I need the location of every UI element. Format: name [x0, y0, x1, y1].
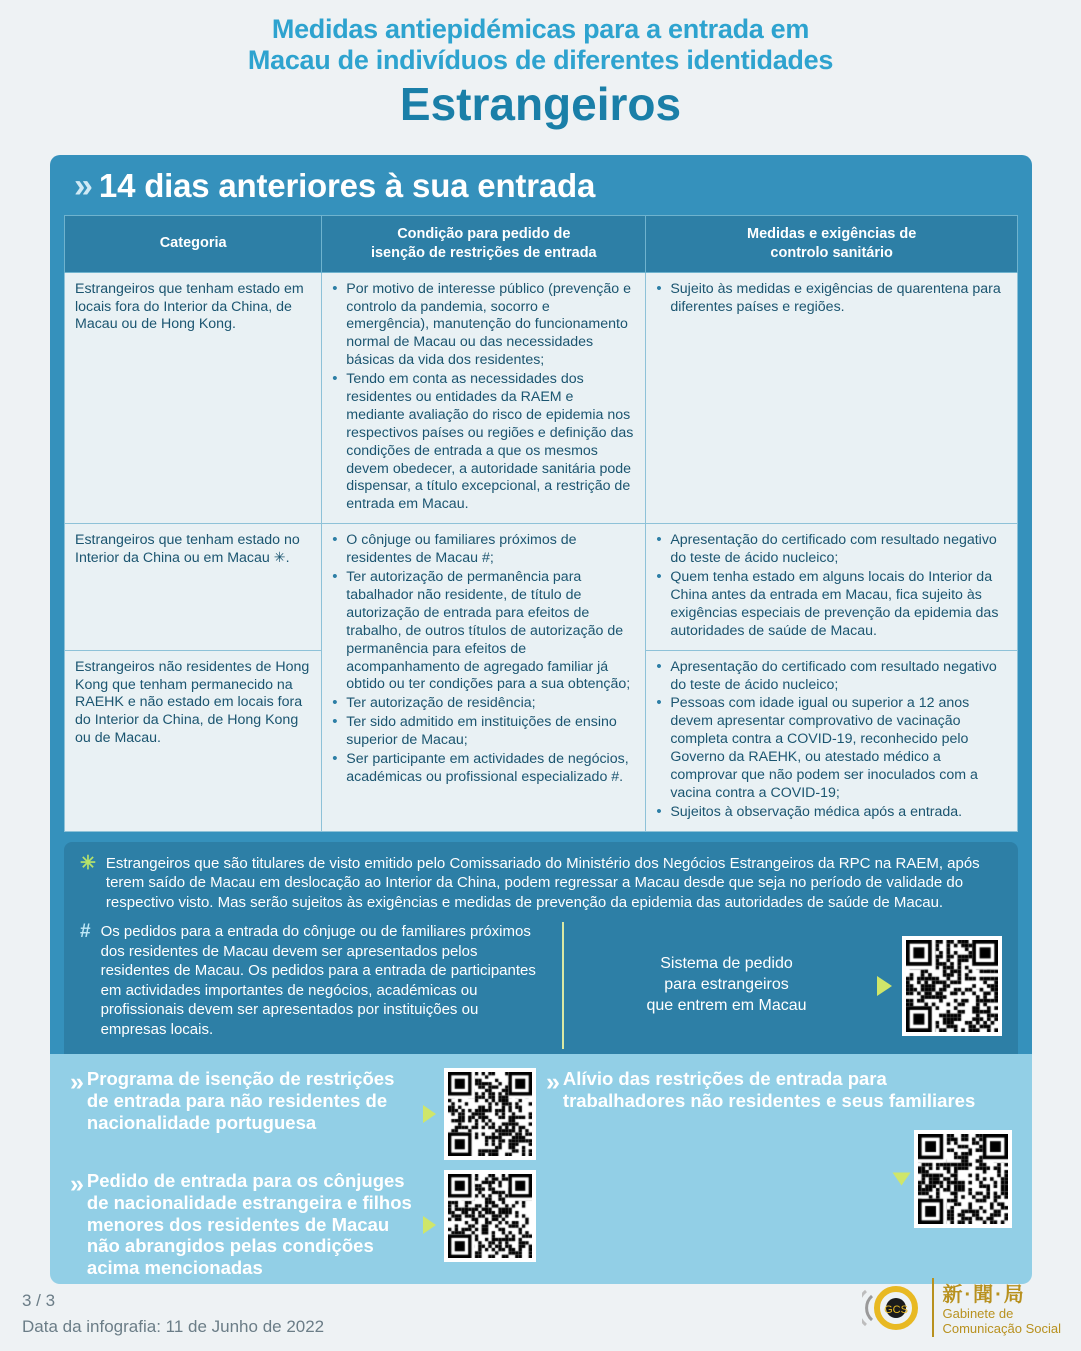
- qr-caption: Sistema de pedido para estrangeiros que entrem em Macau: [646, 955, 807, 1015]
- header-subtitle-line1: Medidas antiepidémicas para a entrada em: [271, 14, 810, 44]
- list-item: • Quem tenha estado em alguns locais do Interior da China antes da entrada em Macau, fica sujeito às exigências especiais de prevenção da epidemia das autoridades de saúde de Macau.: [656, 569, 1007, 641]
- list-item: • Por motivo de interesse público (prevenção e controlo da pandemia, socorro e emergência), manutenção do funcionamento normal de Macau ou das necessidades básicas da vida dos residentes;: [332, 281, 635, 370]
- footer: [22, 1288, 324, 1339]
- list-item: • Sujeito às medidas e exigências de quarentena para diferentes países e regiões.: [656, 281, 1007, 317]
- cell-conditions-2: [322, 524, 646, 831]
- page-header: [0, 0, 1081, 129]
- qr-code-spouse-minor-children[interactable]: [444, 1170, 536, 1262]
- cell-measures-3: [646, 650, 1018, 831]
- note-hash: [80, 922, 548, 1039]
- qr-application-system[interactable]: [562, 922, 1002, 1049]
- gcs-logo: [862, 1278, 1061, 1337]
- cell-measures-1: [646, 272, 1018, 524]
- table-header-row: [65, 216, 1018, 273]
- page-number: 3 / 3: [22, 1291, 56, 1310]
- notes-block: [64, 842, 1018, 1064]
- arrow-down-icon: [893, 1172, 911, 1185]
- list-item: • Apresentação do certificado com resultado negativo do teste de ácido nucleico;: [656, 532, 1007, 568]
- svg-text:GCS: GCS: [884, 1303, 909, 1316]
- list-item: • O cônjuge ou familiares próximos de residentes de Macau #;: [332, 532, 635, 568]
- double-chevron-right-icon: »: [70, 1068, 79, 1096]
- logo-chinese-name: 新·聞·局: [942, 1284, 1026, 1307]
- list-item: • Ser participante em actividades de negócios, académicas ou profissional especializado #.: [332, 751, 635, 787]
- logo-subtitle-1: Gabinete de: [942, 1306, 1014, 1322]
- qr-code-foreigners-system[interactable]: [902, 936, 1002, 1036]
- table-row: [65, 272, 1018, 524]
- link-nonresident-workers[interactable]: [546, 1068, 1012, 1112]
- column-header-category: Categoria: [65, 216, 322, 273]
- link-label: Alívio das restrições de entrada para trabalhadores não residentes e seus familiares: [562, 1068, 976, 1111]
- link-portuguese-exemption[interactable]: [70, 1068, 536, 1160]
- note-star: [80, 854, 1002, 913]
- panel-title-row: [64, 167, 1018, 215]
- gcs-mark-icon: [862, 1279, 924, 1337]
- arrow-right-icon: [423, 1105, 436, 1123]
- note-hash-row: [80, 922, 1002, 1049]
- cell-conditions-1: [322, 272, 646, 524]
- hash-icon: #: [80, 921, 91, 943]
- header-subtitle-line2: Macau de indivíduos de diferentes identidades: [247, 45, 834, 76]
- cell-category-3: Estrangeiros não residentes de Hong Kong que tenham permanecido na RAEHK e não estado em locais fora do Interior da China, de Hong Kong ou de Macau.: [65, 650, 322, 831]
- qr-code-nonresident-workers[interactable]: [914, 1130, 1012, 1228]
- asterisk-icon: ✳: [80, 852, 96, 874]
- infographic-date: Data da infografia: 11 de Junho de 2022: [22, 1316, 325, 1336]
- note-hash-text: Os pedidos para a entrada do cônjuge ou de familiares próximos dos residentes de Macau devem ser apresentados pelos residentes de Macau. Os pedidos para a entrada de participantes em actividades importantes de negócios, académicas ou profissionais devem ser apresentados por instituições ou empresas locais.: [100, 923, 536, 1038]
- double-chevron-right-icon: »: [546, 1068, 555, 1096]
- cell-category-2: Estrangeiros que tenham estado no Interior da China ou em Macau ✳.: [65, 524, 322, 650]
- bottom-right-column: [546, 1068, 1012, 1270]
- panel-heading: 14 dias anteriores à sua entrada: [98, 167, 596, 204]
- bottom-links-panel: [50, 1054, 1032, 1284]
- measures-table: [64, 215, 1018, 832]
- double-chevron-right-icon: »: [70, 1170, 79, 1198]
- note-star-text: Estrangeiros que são titulares de visto emitido pelo Comissariado do Ministério dos Negócios Estrangeiros da RPC na RAEM, após terem saído de Macau em deslocação ao Interior da China, podem regressar a Macau desde que seja no período de validade do respectivo visto. Mas serão sujeitos às exigências e medidas de prevenção da epidemia das autoridades de saúde de Macau.: [105, 854, 980, 911]
- list-item: • Pessoas com idade igual ou superior a 12 anos devem apresentar comprovativo de vacinação completa contra a COVID-19, reconhecido pelo Governo da RAEHK, ou atestado médico a comprovar que não podem ser inoculados com a vacina contra a COVID-19;: [656, 695, 1007, 802]
- link-label: Pedido de entrada para os cônjuges de nacionalidade estrangeira e filhos menores dos residentes de Macau não abrangidos pelas condições acima mencionadas: [86, 1170, 412, 1279]
- link-label: Programa de isenção de restrições de entrada para não residentes de nacionalidade portuguesa: [86, 1068, 395, 1133]
- arrow-right-icon: [877, 976, 892, 996]
- double-chevron-right-icon: »: [74, 167, 87, 205]
- list-item: • Ter sido admitido em instituições de ensino superior de Macau;: [332, 714, 635, 750]
- page-title: Estrangeiros: [399, 77, 682, 130]
- list-item: • Sujeitos à observação médica após a entrada.: [656, 804, 1007, 822]
- bottom-left-column: [70, 1068, 536, 1279]
- main-panel: [50, 155, 1032, 1073]
- qr-code-portuguese-exemption[interactable]: [444, 1068, 536, 1160]
- link-spouse-minor-children[interactable]: [70, 1170, 536, 1279]
- logo-subtitle-2: Comunicação Social: [942, 1321, 1061, 1337]
- list-item: • Ter autorização de residência;: [332, 695, 635, 713]
- column-header-conditions: Condição para pedido de isenção de restrições de entrada: [322, 216, 646, 273]
- list-item: • Tendo em conta as necessidades dos residentes ou entidades da RAEM e mediante avaliação do risco de epidemia nos respectivos países ou regiões e definição das condições de entrada a que os mesmos devem obedecer, a autoridade sanitária pode dispensar, a título excepcional, a restrição de entrada em Macau.: [332, 371, 635, 514]
- arrow-right-icon: [423, 1216, 436, 1234]
- list-item: • Apresentação do certificado com resultado negativo do teste de ácido nucleico;: [656, 659, 1007, 695]
- cell-measures-2: [646, 524, 1018, 650]
- table-row: [65, 524, 1018, 650]
- column-header-measures: Medidas e exigências de controlo sanitário: [646, 216, 1018, 273]
- cell-category-1: Estrangeiros que tenham estado em locais fora do Interior da China, de Macau ou de Hong Kong.: [65, 272, 322, 524]
- list-item: • Ter autorização de permanência para tabalhador não residente, de título de autorização de entrada para efeitos de trabalho, de outros títulos de autorização de permanência para efeitos de acompanhamento de agregado familiar já obtido ou ter condições para a sua obtenção;: [332, 569, 635, 694]
